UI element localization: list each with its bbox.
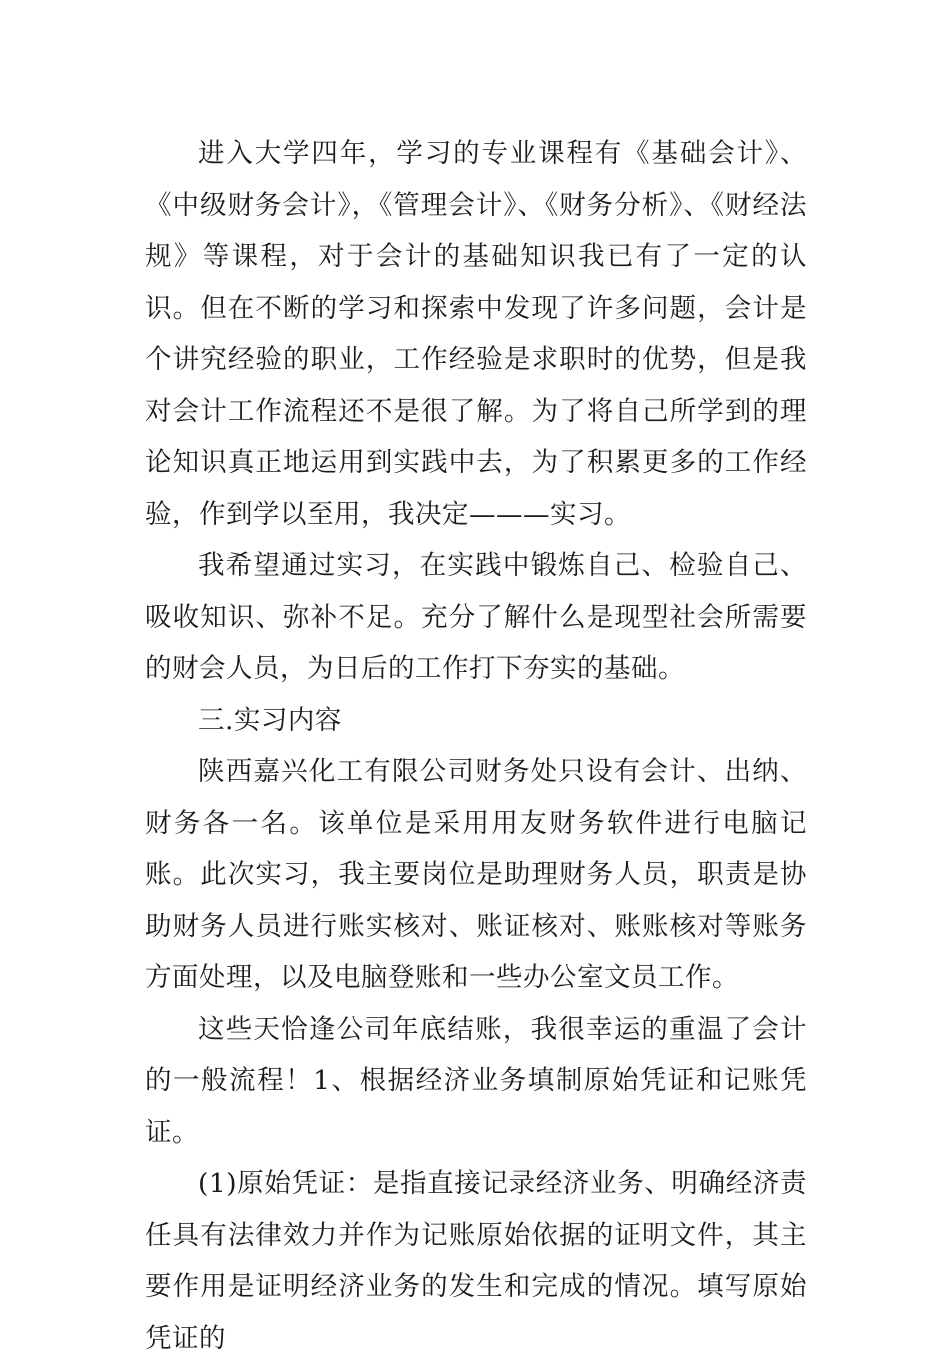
paragraph-original-voucher: (1)原始凭证：是指直接记录经济业务、明确经济责任具有法律效力并作为记账原始依据的证明文件，其主要作用是证明经济业务的发生和完成的情况。填写原始凭证的 — [145, 1168, 807, 1354]
paragraph-university-courses: 进入大学四年，学习的专业课程有《基础会计》、《中级财务会计》，《管理会计》、《财务分析》、《财经法规》等课程，对于会计的基础知识我已有了一定的认识。但在不断的学习和探索中发现了许多问题，会计是个讲究经验的职业，工作经验是求职时的优势，但是我对会计工作流程还不是很了解。为了将自己所学到的理论知识真正地运用到实践中去，为了积累更多的工作经验，作到学以至用，我决定———实习。 — [145, 138, 807, 530]
document-body — [145, 128, 807, 1364]
paragraph-company-finance: 陕西嘉兴化工有限公司财务处只设有会计、出纳、财务各一名。该单位是采用用友财务软件进行电脑记账。此次实习，我主要岗位是助理财务人员，职责是协助财务人员进行账实核对、账证核对、账账核对等账务方面处理，以及电脑登账和一些办公室文员工作。 — [145, 756, 807, 993]
paragraph-year-end-closing: 这些天恰逢公司年底结账，我很幸运的重温了会计的一般流程！1、根据经济业务填制原始凭证和记账凭证。 — [145, 1013, 807, 1148]
paragraph-internship-hope: 我希望通过实习，在实践中锻炼自己、检验自己、吸收知识、弥补不足。充分了解什么是现型社会所需要的财会人员，为日后的工作打下夯实的基础。 — [145, 550, 807, 684]
section-heading-internship-content: 三.实习内容 — [198, 704, 342, 736]
